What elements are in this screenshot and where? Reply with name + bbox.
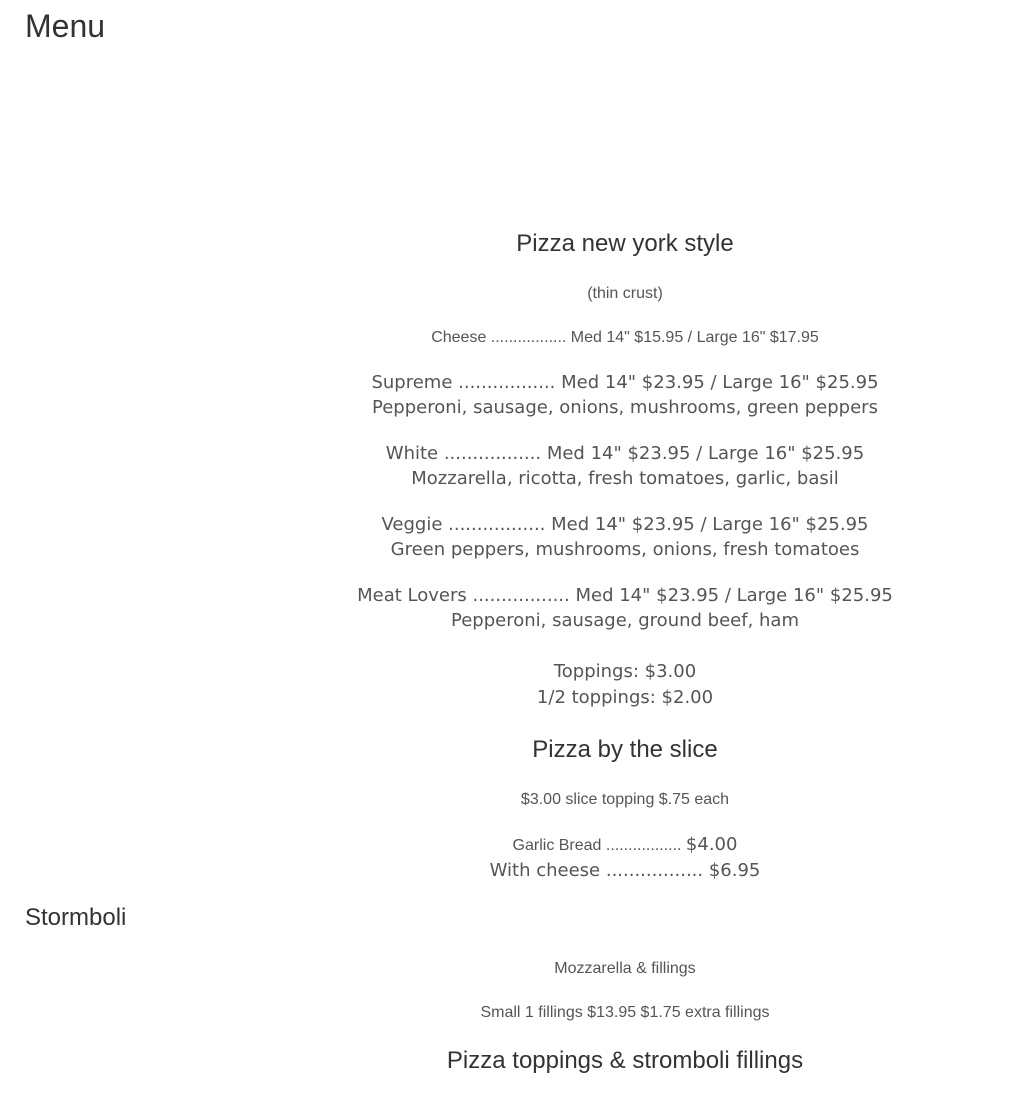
white-pizza-desc: Mozzarella, ricotta, fresh tomatoes, garlic, basil bbox=[411, 468, 839, 489]
ny-pizza-heading: Pizza new york style bbox=[516, 230, 734, 257]
with-cheese-line: With cheese ................. $6.95 bbox=[489, 860, 761, 881]
ny-pizza-subtitle: (thin crust) bbox=[587, 285, 663, 302]
cheese-pizza-line: Cheese ................. Med 14" $15.95 / Large 16" $17.95 bbox=[431, 329, 819, 346]
meat-lovers-pizza-desc: Pepperoni, sausage, ground beef, ham bbox=[451, 610, 799, 631]
toppings-fillings-heading: Pizza toppings & stromboli fillings bbox=[446, 1047, 804, 1074]
garlic-bread-line bbox=[225, 836, 1025, 855]
toppings-price: Toppings: $3.00 bbox=[553, 661, 697, 682]
meat-lovers-pizza-line: Meat Lovers ................. Med 14" $23.95 / Large 16" $25.95 bbox=[357, 585, 893, 606]
garlic-bread-label: Garlic Bread ................. bbox=[512, 837, 682, 854]
garlic-bread-price: $4.00 bbox=[685, 834, 738, 855]
stromboli-title: Stormboli bbox=[25, 904, 127, 931]
supreme-pizza-line: Supreme ................. Med 14" $23.95 / Large 16" $25.95 bbox=[371, 372, 879, 393]
half-toppings-price: 1/2 toppings: $2.00 bbox=[536, 687, 714, 708]
veggie-pizza-line: Veggie ................. Med 14" $23.95 / Large 16" $25.95 bbox=[381, 514, 869, 535]
white-pizza-line: White ................. Med 14" $23.95 / Large 16" $25.95 bbox=[385, 443, 865, 464]
stromboli-small-line: Small 1 fillings $13.95 $1.75 extra fillings bbox=[480, 1004, 770, 1021]
slice-heading: Pizza by the slice bbox=[532, 736, 718, 763]
supreme-pizza-desc: Pepperoni, sausage, onions, mushrooms, green peppers bbox=[372, 397, 878, 418]
slice-price-line: $3.00 slice topping $.75 each bbox=[520, 791, 730, 808]
veggie-pizza-desc: Green peppers, mushrooms, onions, fresh tomatoes bbox=[390, 539, 860, 560]
page-title: Menu bbox=[25, 8, 106, 44]
stromboli-desc: Mozzarella & fillings bbox=[554, 960, 696, 977]
